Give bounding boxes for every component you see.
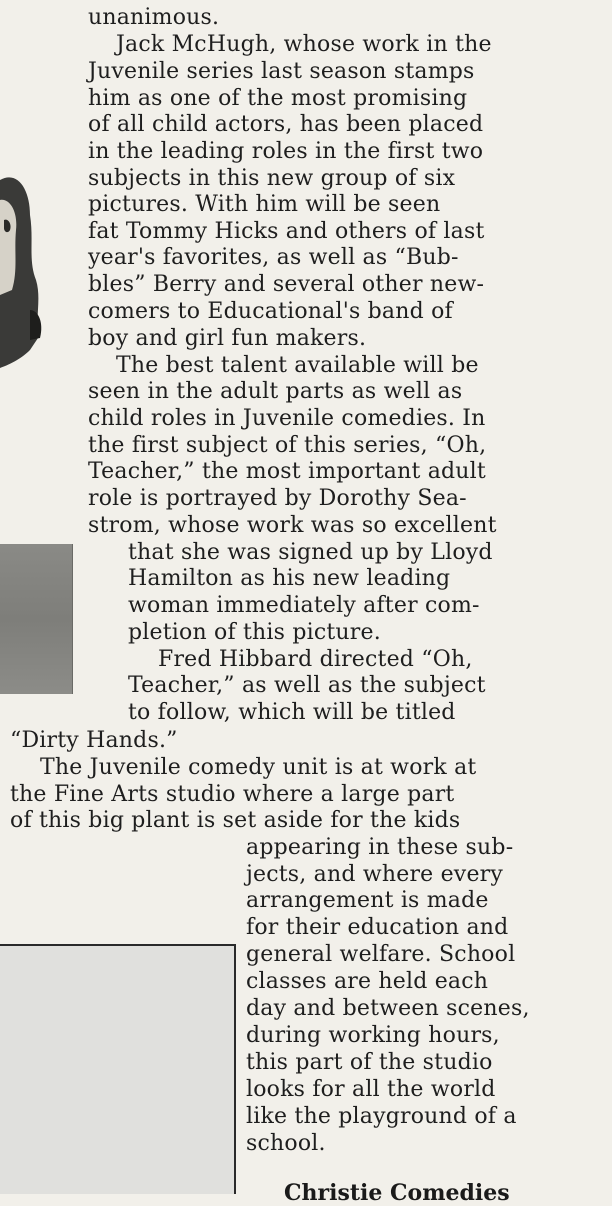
text-line: comers to Educational's band of: [88, 299, 453, 324]
text-line: woman immediately after com-: [128, 593, 480, 618]
text-line: general welfare. School: [246, 942, 516, 967]
text-line: of this big plant is set aside for the kids: [10, 808, 461, 833]
text-line: Teacher,” the most important adult: [88, 459, 486, 484]
text-line: role is portrayed by Dorothy Sea-: [88, 486, 467, 511]
text-line: The best talent available will be: [116, 353, 479, 378]
text-line: Fred Hibbard directed “Oh,: [158, 647, 473, 672]
text-line: The Juvenile comedy unit is at work at: [40, 755, 477, 780]
text-line: the first subject of this series, “Oh,: [88, 433, 487, 458]
text-line: year's favorites, as well as “Bub-: [88, 245, 459, 270]
text-line: during working hours,: [246, 1023, 500, 1048]
text-line: boy and girl fun makers.: [88, 326, 367, 351]
text-line: in the leading roles in the first two: [88, 139, 484, 164]
photo-fragment-bottom: [0, 944, 236, 1194]
text-line: like the playground of a: [246, 1104, 517, 1129]
text-line: the Fine Arts studio where a large part: [10, 782, 455, 807]
next-section-heading: Christie Comedies: [284, 1180, 510, 1206]
text-line: bles” Berry and several other new-: [88, 272, 485, 297]
text-line: unanimous.: [88, 5, 220, 30]
text-line: school.: [246, 1131, 326, 1156]
text-line: subjects in this new group of six: [88, 166, 456, 191]
text-line: this part of the studio: [246, 1050, 493, 1075]
text-line: classes are held each: [246, 969, 489, 994]
text-line: Jack McHugh, whose work in the: [116, 32, 492, 57]
text-line: to follow, which will be titled: [128, 700, 456, 725]
text-line: pictures. With him will be seen: [88, 192, 441, 217]
text-line: jects, and where every: [246, 862, 504, 887]
photo-fragment-middle: [0, 544, 73, 694]
text-line: day and between scenes,: [246, 996, 530, 1021]
text-line: strom, whose work was so excellent: [88, 513, 497, 538]
text-line: child roles in Juvenile comedies. In: [88, 406, 486, 431]
text-line: for their education and: [246, 915, 509, 940]
text-line: him as one of the most promising: [88, 86, 468, 111]
portrait-photo-fragment: [0, 160, 46, 370]
text-line: Hamilton as his new leading: [128, 566, 451, 591]
text-line: looks for all the world: [246, 1077, 496, 1102]
text-line: of all child actors, has been placed: [88, 112, 484, 137]
text-line: that she was signed up by Lloyd: [128, 540, 493, 565]
text-line: fat Tommy Hicks and others of last: [88, 219, 485, 244]
text-line: seen in the adult parts as well as: [88, 379, 463, 404]
text-line: Teacher,” as well as the subject: [128, 673, 486, 698]
text-line: pletion of this picture.: [128, 620, 381, 645]
text-line: arrangement is made: [246, 888, 489, 913]
text-line: “Dirty Hands.”: [10, 728, 178, 753]
text-line: appearing in these sub-: [246, 835, 514, 860]
text-line: Juvenile series last season stamps: [88, 59, 475, 84]
